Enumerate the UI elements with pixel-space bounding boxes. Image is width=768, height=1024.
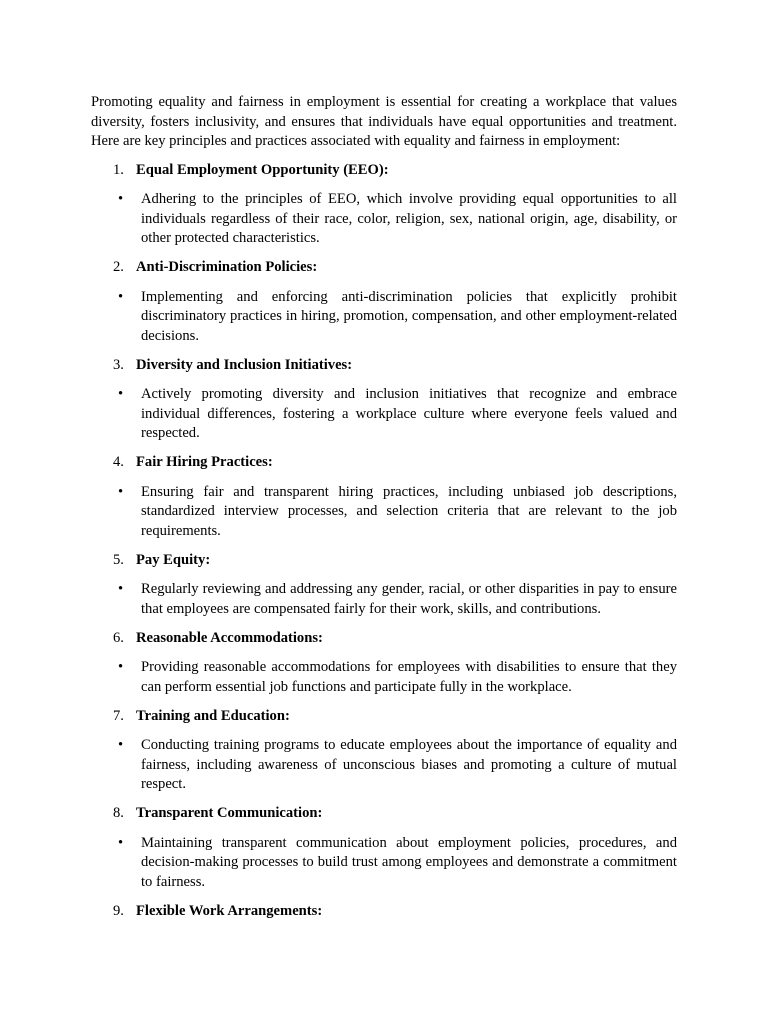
heading-text: Pay Equity:	[136, 551, 211, 568]
list-number: 8.	[113, 805, 124, 821]
bullet-text: Actively promoting diversity and inclusion initiatives that recognize and embrace individual differences, fostering a workplace culture where everyone feels valued and respected.	[141, 386, 677, 441]
list-number: 4.	[113, 454, 124, 470]
bullet-text: Conducting training programs to educate employees about the importance of equality and fairness, including awareness of unconscious biases and promoting a culture of mutual respect.	[141, 737, 677, 792]
list-number: 9.	[113, 902, 124, 919]
bullet-icon: •	[118, 581, 124, 597]
document-page	[91, 93, 677, 931]
numbered-heading	[91, 551, 677, 571]
heading-text: Equal Employment Opportunity (EEO):	[136, 161, 389, 178]
bullet-text: Ensuring fair and transparent hiring practices, including unbiased job descriptions, standardized interview processes, and selection criteria that are relevant to the job requirements.	[141, 483, 677, 539]
numbered-heading	[91, 629, 677, 649]
bullet-item	[91, 288, 677, 347]
heading-text: Diversity and Inclusion Initiatives:	[136, 356, 353, 373]
bullet-icon: •	[118, 659, 124, 675]
numbered-heading	[91, 902, 677, 922]
numbered-heading	[91, 161, 677, 181]
bullet-icon: •	[118, 737, 124, 753]
heading-text: Anti-Discrimination Policies:	[136, 259, 318, 275]
principles-list	[91, 161, 677, 922]
list-number: 1.	[113, 161, 124, 178]
bullet-text: Regularly reviewing and addressing any gender, racial, or other disparities in pay to ensure that employees are compensated fairly for their work, skills, and contributions.	[141, 581, 677, 617]
bullet-icon: •	[118, 483, 124, 500]
heading-text: Transparent Communication:	[136, 805, 323, 821]
list-number: 6.	[113, 629, 124, 646]
bullet-icon: •	[118, 834, 124, 851]
heading-text: Training and Education:	[136, 707, 290, 724]
bullet-text: Providing reasonable accommodations for employees with disabilities to ensure that they can perform essential job functions and participate fully in the workplace.	[141, 659, 677, 695]
bullet-icon: •	[118, 386, 124, 402]
heading-text: Reasonable Accommodations:	[136, 629, 323, 646]
intro-paragraph: Promoting equality and fairness in employment is essential for creating a workplace that values diversity, fosters inclusivity, and ensures that individuals have equal opportunities and treatment. Here are key principles and practices associated with equality and fairness in employment:	[91, 94, 677, 149]
bullet-item	[91, 736, 677, 795]
bullet-icon: •	[118, 191, 124, 207]
bullet-icon: •	[118, 288, 124, 305]
bullet-item	[91, 834, 677, 893]
list-number: 7.	[113, 707, 124, 724]
numbered-heading	[91, 453, 677, 473]
numbered-heading	[91, 804, 677, 824]
bullet-item	[91, 658, 677, 697]
list-number: 3.	[113, 356, 124, 373]
numbered-heading	[91, 356, 677, 376]
heading-text: Flexible Work Arrangements:	[136, 902, 323, 919]
numbered-heading	[91, 258, 677, 278]
bullet-text: Maintaining transparent communication about employment policies, procedures, and decision-making processes to build trust among employees and demonstrate a commitment to fairness.	[141, 834, 677, 890]
list-number: 5.	[113, 551, 124, 568]
bullet-text: Implementing and enforcing anti-discrimination policies that explicitly prohibit discriminatory practices in hiring, promotion, compensation, and other employment-related decisions.	[141, 288, 677, 344]
heading-text: Fair Hiring Practices:	[136, 454, 273, 470]
bullet-item	[91, 385, 677, 444]
bullet-item	[91, 580, 677, 619]
numbered-heading	[91, 707, 677, 727]
bullet-text: Adhering to the principles of EEO, which involve providing equal opportunities to all individuals regardless of their race, color, religion, sex, national origin, age, disability, or other protected characteristics.	[141, 191, 677, 246]
bullet-item	[91, 190, 677, 249]
list-number: 2.	[113, 259, 124, 275]
bullet-item	[91, 483, 677, 542]
